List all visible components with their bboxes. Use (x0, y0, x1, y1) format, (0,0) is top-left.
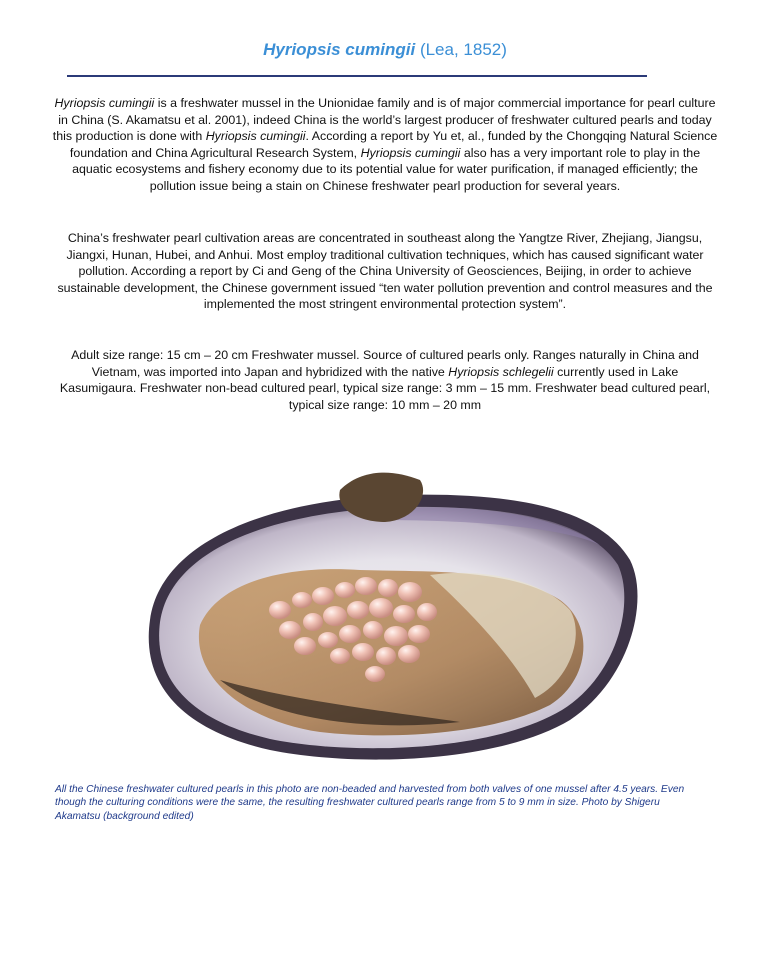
page-title (0, 40, 770, 60)
paragraph-text: currently used in Lake Kasumigaura. Freshwater non-bead cultured pearl, typical size range: 3 mm – 15 mm. Freshwater bead cultured pearl, typical size range: 10 mm – 20 mm (59, 364, 711, 412)
paragraph-text: is a freshwater mussel in the Unionidae family and is of major commercial importance for pearl culture in China (S. Akamatsu et al. 2001), indeed China is the world’s largest producer of freshwater cultured pearls and today this production is done with (52, 96, 716, 144)
title-divider (67, 75, 647, 77)
paragraph-text: also has a very important role to play in the aquatic ecosystems and fishery economy due to its potential value for water purification, if managed efficiently; the pollution issue being a stain on Chinese freshwater pearl production for several years. (72, 145, 701, 193)
size-range-paragraph (52, 347, 718, 413)
photo-caption: All the Chinese freshwater cultured pearls in this photo are non-beaded and harvested from both valves of one mussel after 4.5 years. Even though the culturing conditions were the same, the resulting freshwater cultured pearls range from 5 to 9 mm in size. Photo by Shigeru Akamatsu (background edited) (55, 784, 685, 822)
intro-paragraph (52, 95, 718, 195)
species-em: Hyriopsis schlegelii (448, 364, 554, 379)
cultivation-paragraph: China’s freshwater pearl cultivation areas are concentrated in southeast along the Yangtze River, Zhejiang, Jiangsu, Jiangxi, Hunan, Hubei, and Anhui. Most employ traditional cultivation techniques, which has caused significant water pollution. According a report by Ci and Geng of the China University of Geosciences, Beijing, in order to achieve sustainable development, the Chinese government issued “ten water pollution prevention and control measures and the implemented the most stringent environmental protection system”. (57, 231, 713, 312)
mussel-pearls-photo (130, 450, 650, 770)
species-em: Hyriopsis cumingii (360, 145, 461, 160)
species-em: Hyriopsis cumingii (54, 96, 155, 110)
paragraph-text: Adult size range: 15 cm – 20 cm Freshwater mussel. Source of cultured pearls only. Ranges naturally in China and Vietnam, was imported into Japan and hybridized with the native (71, 348, 699, 379)
species-name: Hyriopsis cumingii (263, 40, 416, 59)
species-authority: (Lea, 1852) (419, 40, 507, 59)
paragraph-text: . According a report by Yu et, al., funded by the Chongqing Natural Science foundation and China Agricultural Research System, (69, 129, 718, 160)
species-em: Hyriopsis cumingii (205, 129, 306, 144)
